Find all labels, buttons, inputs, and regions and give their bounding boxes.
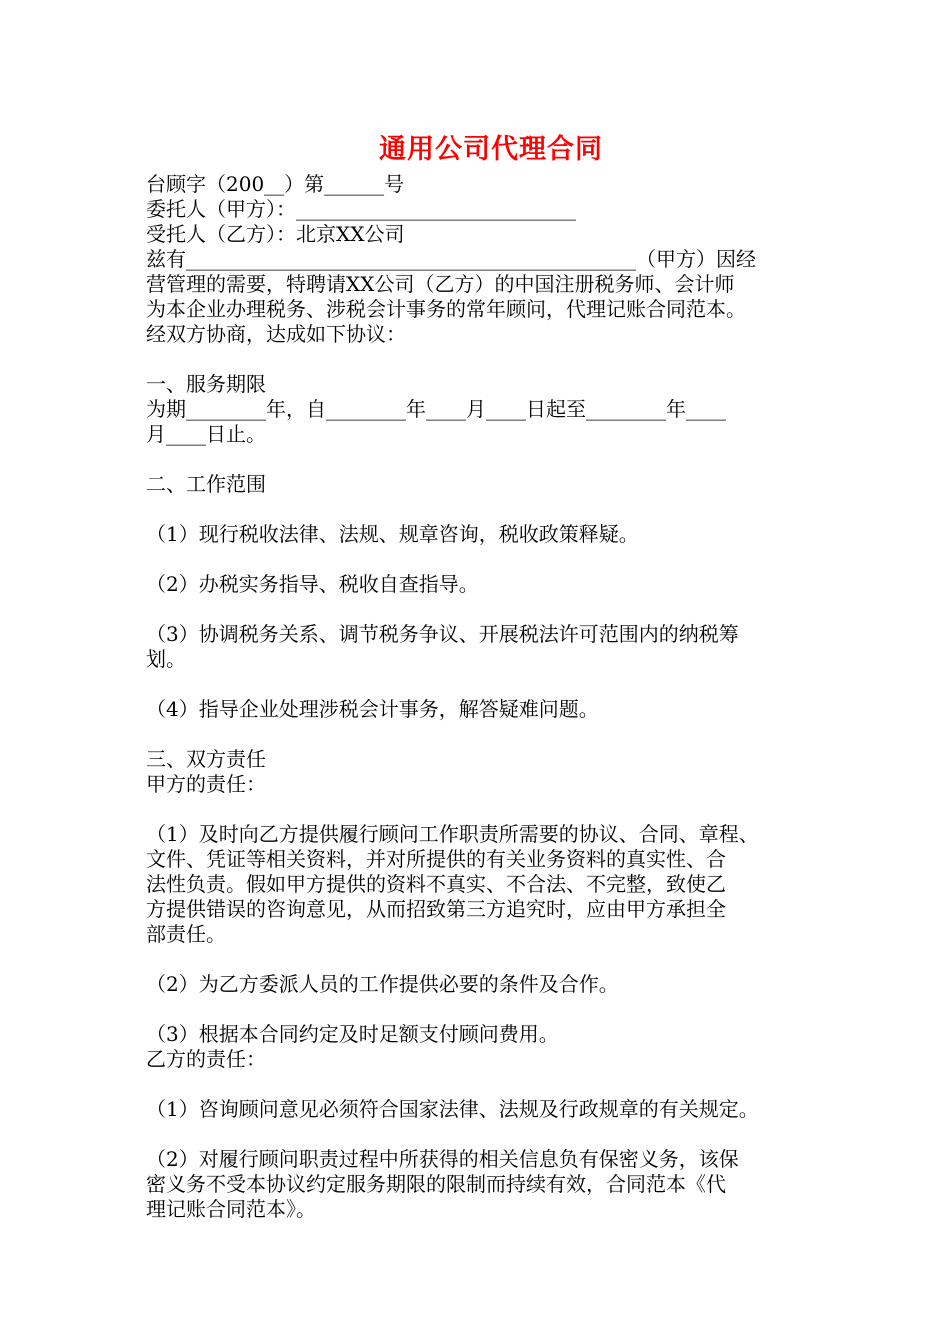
text-line: 方提供错误的咨询意见，从而招致第三方追究时，应由甲方承担全 — [146, 897, 726, 921]
blank-line — [146, 547, 836, 572]
blank-line — [146, 997, 836, 1022]
blank-line — [146, 672, 836, 697]
text-line: 乙方的责任： — [146, 1047, 266, 1071]
text-line: 为期________年，自________年____月____日起至________年____ — [146, 397, 726, 421]
text-line: （2）为乙方委派人员的工作提供必要的条件及合作。 — [146, 972, 619, 996]
document-body — [146, 172, 836, 1222]
document-title: 通用公司代理合同 — [379, 134, 603, 165]
blank-line — [146, 1122, 836, 1147]
text-line: 台顾字（200__）第______号 — [146, 172, 405, 196]
blank-line — [146, 722, 836, 747]
text-line: （3）协调税务关系、调节税务争议、开展税法许可范围内的纳税筹 — [146, 622, 739, 646]
text-line: 二、工作范围 — [146, 472, 266, 496]
text-line: 部责任。 — [146, 922, 226, 946]
document-page — [146, 128, 836, 1222]
text-line: （2）对履行顾问职责过程中所获得的相关信息负有保密义务，该保 — [146, 1147, 739, 1171]
text-line: 经双方协商，达成如下协议： — [146, 322, 406, 346]
text-line: （1）及时向乙方提供履行顾问工作职责所需要的协议、合同、章程、 — [146, 822, 759, 846]
text-line: 为本企业办理税务、涉税会计事务的常年顾问，代理记账合同范本。 — [146, 297, 746, 321]
text-line: 一、服务期限 — [146, 372, 266, 396]
text-line: 委托人（甲方）：____________________________ — [146, 197, 576, 221]
text-line: 营管理的需要，特聘请XX公司（乙方）的中国注册税务师、会计师 — [146, 272, 735, 296]
text-line: 甲方的责任： — [146, 772, 266, 796]
text-line: 密义务不受本协议约定服务期限的限制而持续有效，合同范本《代 — [146, 1172, 726, 1196]
text-line: 月____日止。 — [146, 422, 266, 446]
text-line: （4）指导企业处理涉税会计事务，解答疑难问题。 — [146, 697, 599, 721]
text-line: （2）办税实务指导、税收自查指导。 — [146, 572, 479, 596]
blank-line — [146, 947, 836, 972]
text-line: 兹有_____________________________________________（甲方）因经 — [146, 247, 756, 271]
blank-line — [146, 597, 836, 622]
text-line: 三、双方责任 — [146, 747, 266, 771]
text-line: （1）咨询顾问意见必须符合国家法律、法规及行政规章的有关规定。 — [146, 1097, 759, 1121]
text-line: 划。 — [146, 647, 186, 671]
blank-line — [146, 497, 836, 522]
blank-line — [146, 1072, 836, 1097]
text-line: 法性负责。假如甲方提供的资料不真实、不合法、不完整，致使乙 — [146, 872, 726, 896]
blank-line — [146, 347, 836, 372]
blank-line — [146, 447, 836, 472]
text-line: 受托人（乙方）：北京XX公司 — [146, 222, 405, 246]
text-line: （1）现行税收法律、法规、规章咨询，税收政策释疑。 — [146, 522, 639, 546]
text-line: （3）根据本合同约定及时足额支付顾问费用。 — [146, 1022, 559, 1046]
blank-line — [146, 797, 836, 822]
text-line: 理记账合同范本》。 — [146, 1197, 316, 1221]
text-line: 文件、凭证等相关资料，并对所提供的有关业务资料的真实性、合 — [146, 847, 726, 871]
